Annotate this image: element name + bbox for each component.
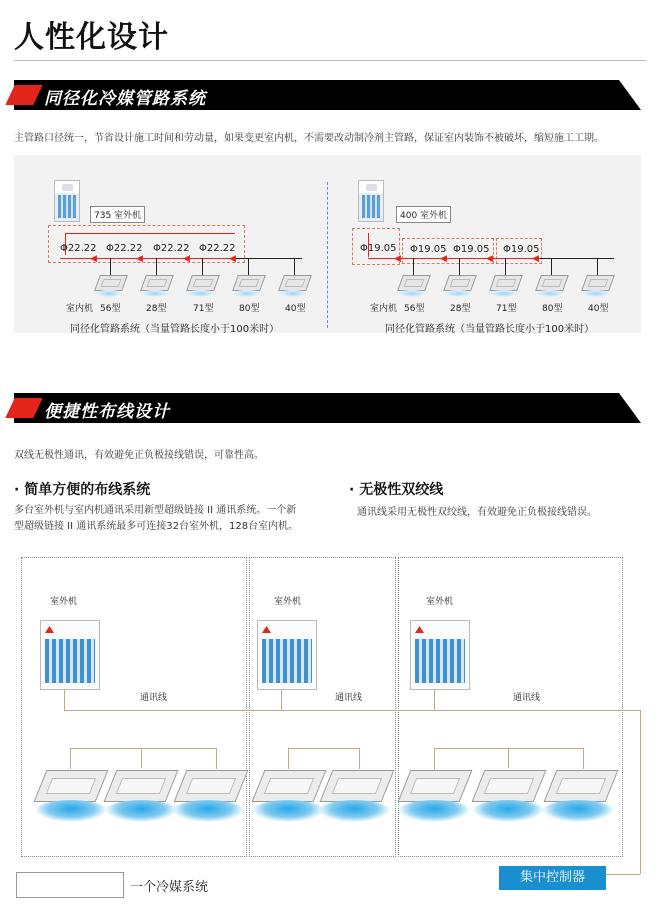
indoor-model-label: 80型 [542,304,563,314]
arrow-icon: ◀ [229,254,236,264]
comm-wire [64,710,640,711]
arrow-icon: ◀ [532,254,539,264]
arrow-icon: ◀ [90,254,97,264]
outdoor-unit-label: 室外机 [50,597,78,607]
outdoor-unit-icon [54,180,80,222]
title-divider [14,60,646,61]
indoor-unit-icon [140,275,174,291]
indoor-unit-icon [34,770,109,802]
indoor-unit-icon [535,275,569,291]
indoor-unit-icon [397,275,431,291]
feature-text: 多台室外机与室内机通讯采用新型超级链接 II 通讯系统。一个新型超级链接 II 通讯系统最多可连接32台室外机，128台室内机。 [14,505,299,532]
pipe-diameter-label: Φ22.22 [60,243,97,254]
heading-accent [5,398,42,418]
indoor-unit-icon [472,770,547,802]
section1-description: 主管路口径统一，节省设计施工时间和劳动量，如果变更室内机，不需要改动制冷剂主管路，保证室内装饰不被破坏，缩短施工工期。 [14,133,604,144]
feature-title: · 无极性双绞线 [349,482,444,498]
pipe-diameter-label: Φ19.05 [453,244,490,255]
pipe-diameter-label: Φ19.05 [410,244,447,255]
wire-label: 通讯线 [335,693,363,703]
wire-label: 通讯线 [140,693,168,703]
arrow-icon: ◀ [183,254,190,264]
wire-label: 通讯线 [513,693,541,703]
page-title: 人性化设计 [14,20,169,55]
indoor-unit-icon [186,275,220,291]
outdoor-unit-label: 400 室外机 [396,206,451,223]
indoor-model-label: 71型 [496,304,517,314]
central-controller: 集中控制器 [499,866,606,890]
indoor-unit-icon [581,275,615,291]
outdoor-unit-icon [257,620,317,690]
outdoor-unit-icon [410,620,470,690]
indoor-wire [288,748,360,769]
indoor-model-label: 28型 [146,304,167,314]
section2-heading: 便捷性布线设计 [44,402,170,422]
indoor-model-label: 40型 [285,304,306,314]
arrow-icon: ◀ [440,254,447,264]
panel-divider [327,182,328,328]
indoor-unit-icon [544,770,619,802]
indoor-unit-icon [232,275,266,291]
section1-heading: 同径化冷媒管路系统 [44,89,206,109]
indoor-wire [70,748,217,769]
legend-label: 一个冷媒系统 [130,880,209,895]
arrow-icon: ◀ [486,254,493,264]
indoor-unit-label: 室内机 [66,304,94,314]
feature-text: 通讯线采用无极性双绞线，有效避免正负极接线错误。 [357,507,597,518]
section2-description: 双线无极性通讯，有效避免正负极接线错误，可靠性高。 [14,450,264,461]
indoor-unit-icon [320,770,395,802]
legend-swatch [16,872,124,898]
outdoor-unit-icon [358,180,384,222]
indoor-model-label: 40型 [588,304,609,314]
indoor-unit-label: 室内机 [370,304,398,314]
indoor-unit-icon [278,275,312,291]
pipe-diameter-label: Φ19.05 [503,244,540,255]
diagram-caption: 同径化管路系统（当量管路长度小于100米时） [70,324,280,335]
indoor-unit-icon [489,275,523,291]
indoor-model-label: 56型 [404,304,425,314]
arrow-icon: ◀ [394,254,401,264]
comm-wire [640,710,641,874]
feature-title: · 简单方便的布线系统 [14,482,151,498]
indoor-unit-icon [104,770,179,802]
section-heading-bar [14,80,641,110]
arrow-icon: ◀ [136,254,143,264]
indoor-model-label: 56型 [100,304,121,314]
pipe-diameter-label: Φ22.22 [106,243,143,254]
outdoor-unit-label: 室外机 [274,597,302,607]
comm-wire [64,690,65,710]
outdoor-unit-icon [40,620,100,690]
outdoor-unit-label: 735 室外机 [90,206,145,223]
indoor-unit-icon [174,770,249,802]
indoor-wire [434,748,584,769]
indoor-model-label: 28型 [450,304,471,314]
pipe-diameter-label: Φ22.22 [199,243,236,254]
diagram-caption: 同径化管路系统（当量管路长度小于100米时） [385,324,595,335]
indoor-model-label: 71型 [193,304,214,314]
indoor-unit-icon [443,275,477,291]
indoor-model-label: 80型 [239,304,260,314]
indoor-unit-icon [94,275,128,291]
indoor-unit-icon [398,770,473,802]
heading-accent [5,85,42,105]
section-heading-bar [14,393,641,423]
pipe-diameter-label: Φ22.22 [153,243,190,254]
indoor-unit-icon [252,770,327,802]
pipe-diameter-label: Φ19.05 [360,243,397,254]
outdoor-unit-label: 室外机 [426,597,454,607]
